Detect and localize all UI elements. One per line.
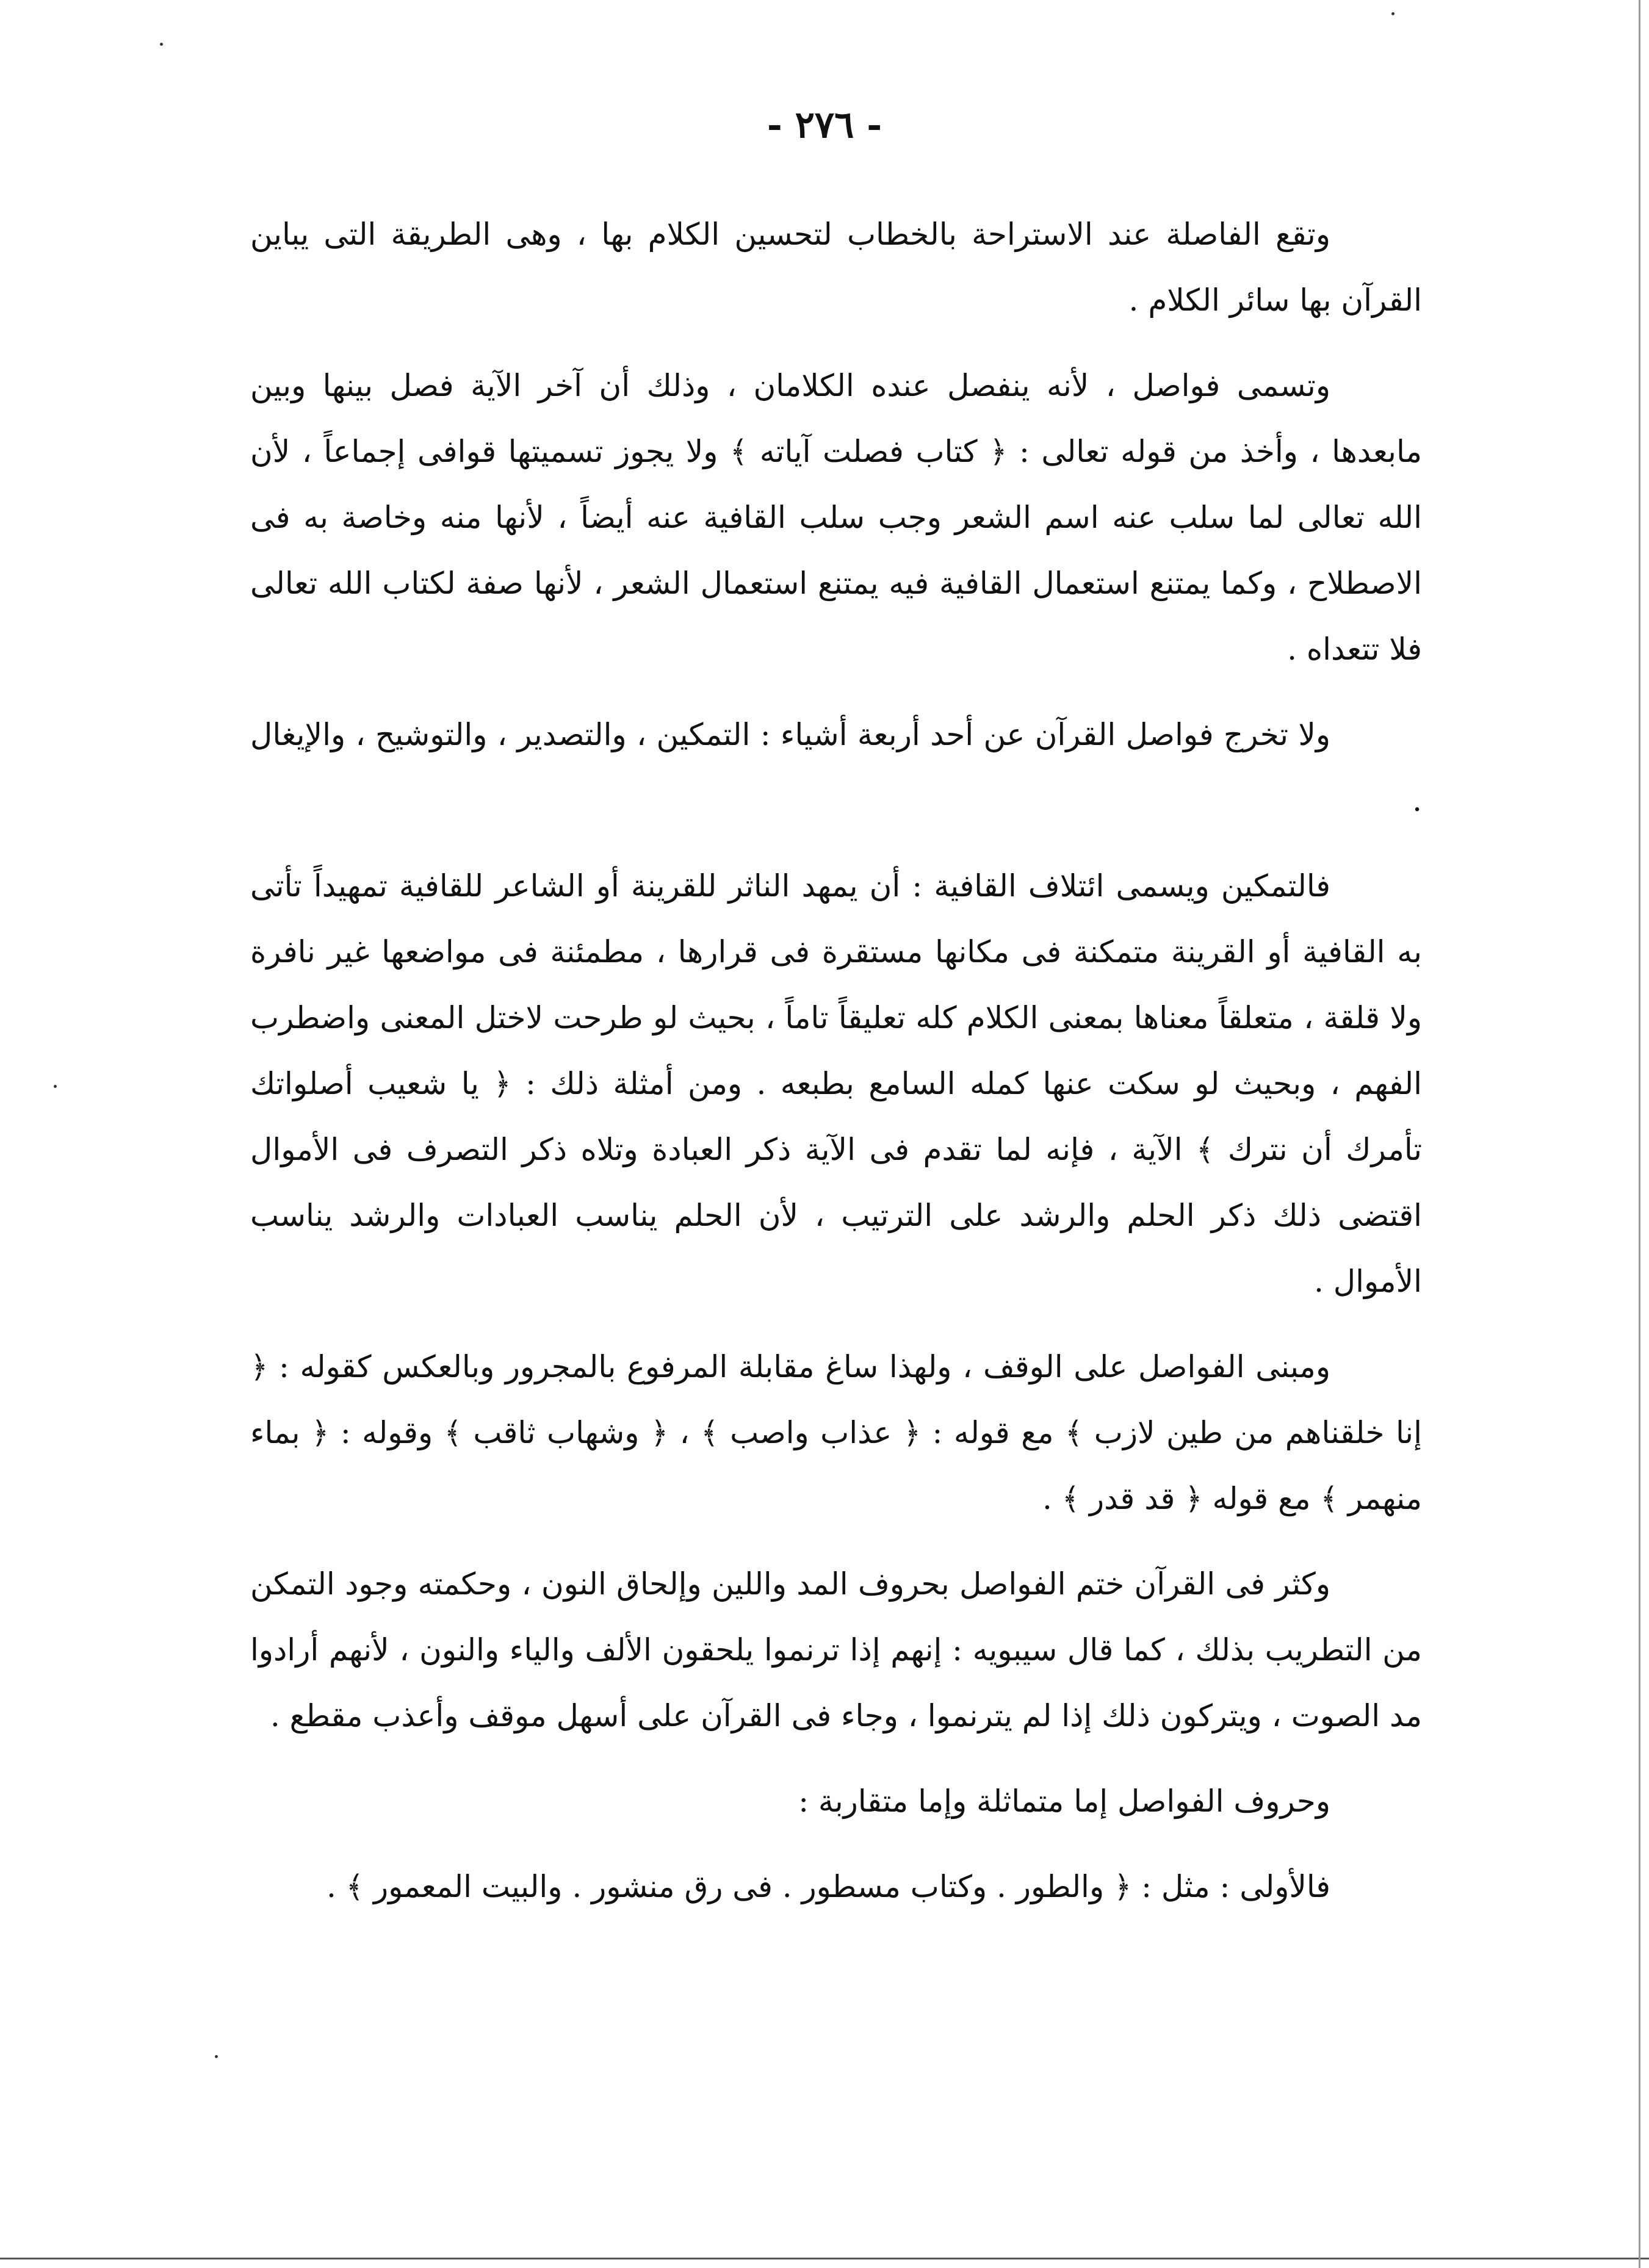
scan-edge-right — [1639, 0, 1640, 2268]
paragraph-2: وتسمى فواصل ، لأنه ينفصل عنده الكلامان ، وذلك أن آخر الآية فصل بينها وبين مابعدها ، وأخذ من قوله تعالى : ﴿ كتاب فصلت آياته ﴾ ولا يجوز تسميتها قوافى إجماعاً ، لأن الله تعالى لما سلب عنه اسم الشعر وجب سلب القافية عنه أيضاً ، لأنها منه وخاصة به فى الاصطلاح ، وكما يمتنع استعمال القافية فيه يمتنع استعمال الشعر ، لأنها صفة لكتاب الله تعالى فلا تتعداه . — [250, 368, 1422, 667]
scan-edge-bottom — [0, 2258, 1649, 2259]
paragraph-8: فالأولى : مثل : ﴿ والطور . وكتاب مسطور . فى رق منشور . والبيت المعمور ﴾ . — [326, 1869, 1330, 1904]
scan-speck — [1391, 12, 1395, 15]
paragraph-1: وتقع الفاصلة عند الاستراحة بالخطاب لتحسين الكلام بها ، وهى الطريقة التى يباين القرآن بها سائر الكلام . — [250, 217, 1422, 318]
scan-speck — [54, 1085, 57, 1088]
scan-speck — [215, 2055, 218, 2058]
page-number: - ٢٧٦ - — [767, 104, 882, 146]
paragraph-7: وحروف الفواصل إما متماثلة وإما متقاربة : — [798, 1784, 1330, 1819]
paragraph-5: ومبنى الفواصل على الوقف ، ولهذا ساغ مقابلة المرفوع بالمجرور وبالعكس كقوله : ﴿ إنا خلقناهم من طين لازب ﴾ مع قوله : ﴿ عذاب واصب ﴾ ، ﴿ وشهاب ثاقب ﴾ وقوله : ﴿ بماء منهمر ﴾ مع قوله ﴿ قد قدر ﴾ . — [250, 1349, 1422, 1516]
scan-speck — [160, 43, 163, 46]
paragraph-3: ولا تخرج فواصل القرآن عن أحد أربعة أشياء : التمكين ، والتصدير ، والتوشيح ، والإيغال . — [250, 717, 1422, 818]
body-text — [250, 201, 1422, 1939]
paragraph-6: وكثر فى القرآن ختم الفواصل بحروف المد واللين وإلحاق النون ، وحكمته وجود التمكن من التطريب بذلك ، كما قال سيبويه : إنهم إذا ترنموا يلحقون الألف والياء والنون ، لأنهم أرادوا مد الصوت ، ويتركون ذلك إذا لم يترنموا ، وجاء فى القرآن على أسهل موقف وأعذب مقطع . — [250, 1566, 1422, 1733]
paragraph-4: فالتمكين ويسمى ائتلاف القافية : أن يمهد الناثر للقرينة أو الشاعر للقافية تمهيداً تأتى به القافية أو القرينة متمكنة فى مكانها مستقرة فى قرارها ، مطمئنة فى مواضعها غير نافرة ولا قلقة ، متعلقاً معناها بمعنى الكلام كله تعليقاً تاماً ، بحيث لو طرحت لاختل المعنى واضطرب الفهم ، وبحيث لو سكت عنها كمله السامع بطبعه . ومن أمثلة ذلك : ﴿ يا شعيب أصلواتك تأمرك أن نترك ﴾ الآية ، فإنه لما تقدم فى الآية ذكر العبادة وتلاه ذكر التصرف فى الأموال اقتضى ذلك ذكر الحلم والرشد على الترتيب ، لأن الحلم يناسب العبادات والرشد يناسب الأموال . — [250, 868, 1422, 1299]
